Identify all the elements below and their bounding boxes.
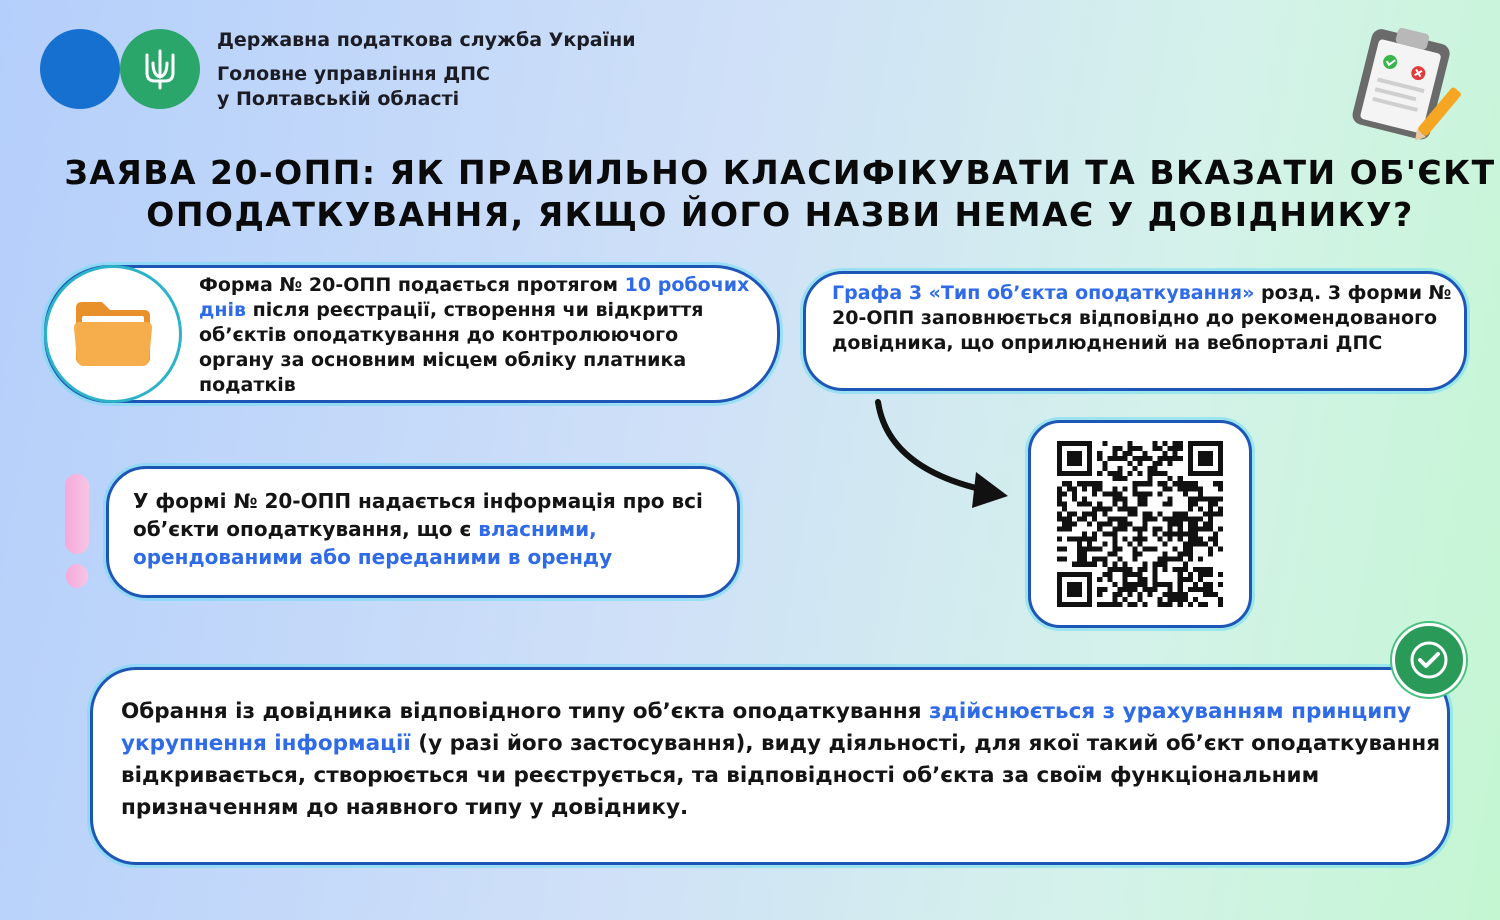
selection-text-1: Обрання із довідника відповідного типу об’єкта оподаткування bbox=[121, 699, 930, 724]
logo-blue-circle bbox=[40, 29, 120, 109]
info-text bbox=[133, 487, 723, 571]
qr-code-icon[interactable] bbox=[1057, 441, 1223, 607]
logo-green-circle bbox=[120, 29, 200, 109]
exclamation-icon bbox=[60, 470, 96, 592]
clipboard-checklist-icon bbox=[1345, 22, 1463, 148]
org-department bbox=[217, 62, 490, 112]
selection-text bbox=[121, 696, 1441, 824]
info-body: У формі № 20-ОПП надається інформація про всі об’єкти оподаткування, що є bbox=[133, 489, 703, 541]
deadline-text bbox=[199, 273, 759, 398]
checkmark-icon bbox=[1409, 640, 1449, 680]
selection-card bbox=[90, 667, 1450, 865]
column3-text bbox=[832, 281, 1452, 356]
deadline-highlight: 10 робочих днів bbox=[199, 274, 750, 321]
deadline-card bbox=[44, 265, 780, 403]
page-title bbox=[60, 152, 1500, 236]
info-highlight: власними, орендованими або переданими в оренду bbox=[133, 517, 613, 569]
org-name: Державна податкова служба України bbox=[217, 29, 636, 51]
selection-text-2: (у разі його застосування), виду діяльності, для якої такий об’єкт оподаткування відкривається, створюється чи реєструється, та відповідності об’єкта за своїм функціональним призначенням до наявного типу у довіднику. bbox=[121, 731, 1441, 820]
trident-icon bbox=[142, 47, 178, 91]
info-card bbox=[106, 466, 740, 598]
column3-highlight: Графа 3 «Тип об’єкта оподаткування» bbox=[832, 282, 1255, 304]
folder-icon-circle bbox=[44, 265, 182, 403]
folder-icon bbox=[72, 298, 154, 370]
page-title-line1: ЗАЯВА 20-ОПП: ЯК ПРАВИЛЬНО КЛАСИФІКУВАТИ ТА ВКАЗАТИ ОБ'ЄКТ bbox=[64, 153, 1496, 192]
checkmark-badge bbox=[1392, 623, 1466, 697]
qr-card bbox=[1028, 420, 1252, 628]
selection-highlight: здійснюється з урахуванням принципу укрупнення інформації bbox=[121, 699, 1412, 756]
page-title-line2: ОПОДАТКУВАННЯ, ЯКЩО ЙОГО НАЗВИ НЕМАЄ У ДОВІДНИКУ? bbox=[146, 195, 1414, 234]
org-department-line1: Головне управління ДПС bbox=[217, 63, 491, 85]
column3-body: розд. 3 форми № 20-ОПП заповнюється відповідно до рекомендованого довідника, що оприлюднений на вебпорталі ДПС bbox=[832, 282, 1452, 354]
column3-card bbox=[803, 271, 1467, 391]
curved-arrow-icon bbox=[866, 396, 1016, 516]
org-department-line2: у Полтавській області bbox=[217, 88, 460, 110]
deadline-text-1: Форма № 20-ОПП подається протягом bbox=[199, 274, 625, 296]
deadline-text-2: після реєстрації, створення чи відкриття об’єктів оподаткування до контролюючого органу за основним місцем обліку платника податків bbox=[199, 299, 704, 396]
